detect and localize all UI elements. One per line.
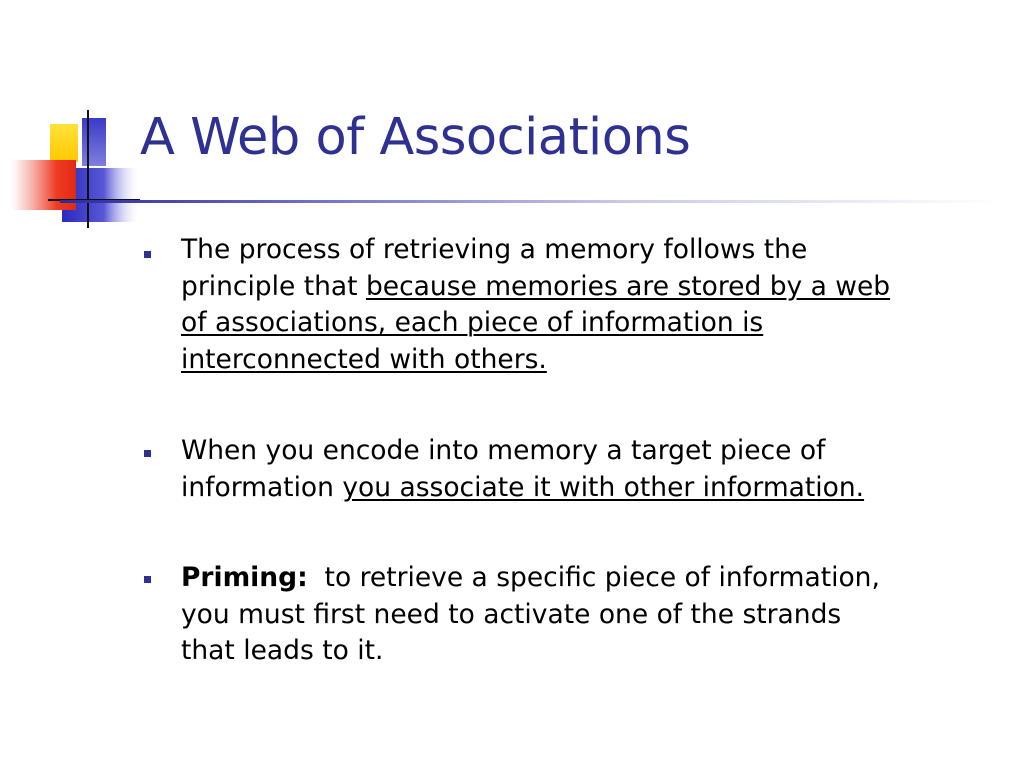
text-line: that leads to it. [181,635,384,666]
underlined-text: of associations, each piece of information is [181,307,764,338]
text-line: The process of retrieving a memory follows the [181,234,808,265]
bullet-square-icon [144,450,151,457]
bullet-square-icon [144,251,151,258]
underlined-text: because memories are stored by a web [365,270,891,302]
bullet-text [181,433,996,506]
text-line: information [181,471,343,503]
bullet-text [181,232,996,378]
page-title: A Web of Associations [140,108,691,167]
underlined-text: you associate it with other information. [342,471,865,503]
text-line: to retrieve a specific piece of information, [307,562,880,593]
text-line: When you encode into memory a target piece of [181,435,826,466]
underlined-text: interconnected with others. [181,343,547,375]
text-line: principle that [181,270,366,302]
bullet-square-icon [144,576,151,583]
bullet-text [181,560,996,670]
bold-term: Priming: [181,562,308,593]
text-line: you must first need to activate one of the strands [181,598,842,630]
